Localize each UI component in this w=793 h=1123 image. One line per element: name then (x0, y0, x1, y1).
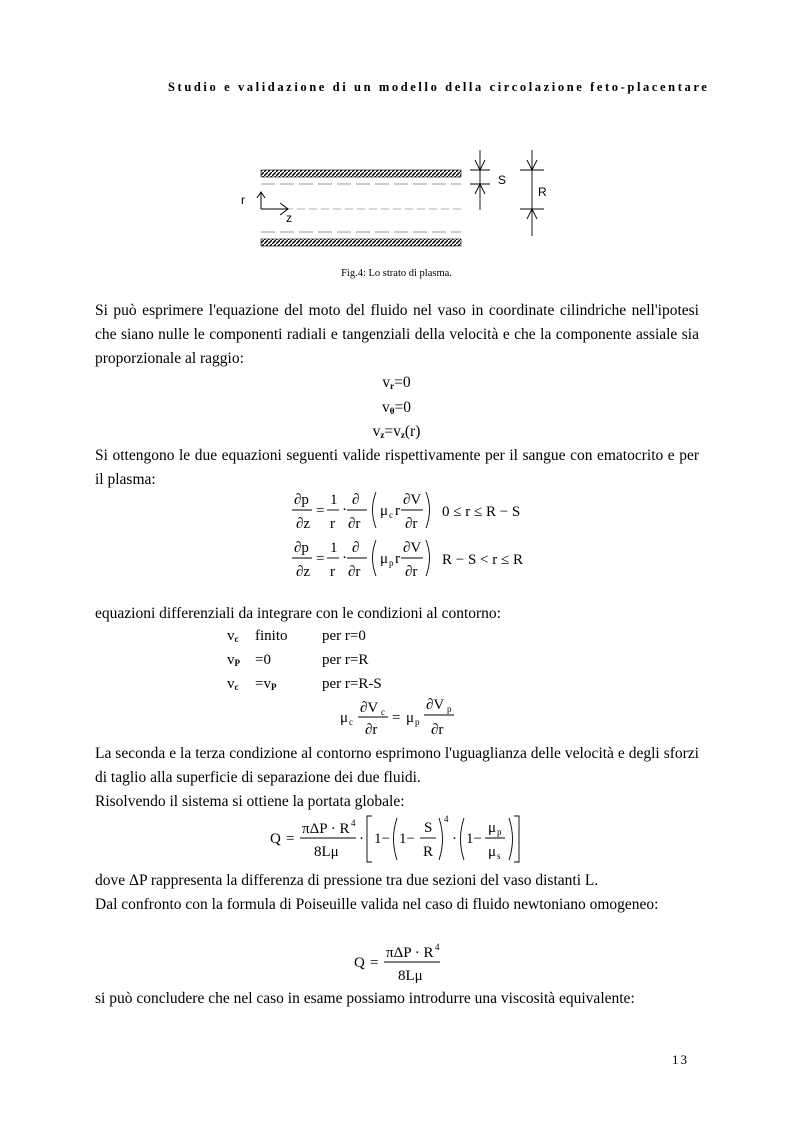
svg-text:πΔP · R: πΔP · R (386, 945, 434, 961)
svg-text:c: c (349, 717, 353, 727)
paragraph-8: si può concludere che nel caso in esame possiamo introdurre una viscosità equivalente: (95, 990, 635, 1007)
svg-text:∂r: ∂r (405, 516, 418, 532)
svg-text:S: S (424, 820, 433, 836)
svg-text:∂V: ∂V (403, 540, 422, 556)
svg-text:∂r: ∂r (431, 722, 444, 738)
eq1-range: 0 ≤ r ≤ R − S (442, 504, 521, 520)
svg-text:r: r (330, 516, 335, 532)
svg-text:μ: μ (488, 820, 497, 836)
svg-text:1: 1 (330, 540, 338, 556)
svg-text:s: s (497, 851, 501, 861)
svg-text:4: 4 (351, 818, 356, 828)
svg-text:∂z: ∂z (296, 564, 311, 580)
bc3-cond: $=v_P$ (255, 676, 277, 692)
svg-text:∂r: ∂r (348, 516, 361, 532)
svg-text:1−: 1− (399, 831, 415, 847)
page-number: 13 (672, 1052, 689, 1067)
svg-text:r: r (395, 503, 400, 519)
svg-text:p: p (497, 827, 502, 837)
eq-vr: $v_r=0$ (382, 374, 411, 391)
svg-text:=: = (370, 955, 379, 971)
svg-text:·: · (359, 831, 364, 847)
flow-rate-equation (270, 812, 530, 868)
label-R: R (538, 185, 547, 199)
svg-text:∂p: ∂p (294, 492, 309, 508)
svg-text:∂V: ∂V (403, 492, 422, 508)
svg-text:·: · (342, 550, 347, 566)
paragraph-4: La seconda e la terza condizione al contorno esprimono l'uguaglianza delle velocità e degli sforzi di taglio alla superficie di separazione dei due fluidi. (95, 745, 699, 786)
paragraph-3: equazioni differenziali da integrare con le condizioni al contorno: (95, 605, 501, 622)
figure-caption: Fig.4: Lo strato di plasma. (341, 268, 452, 279)
svg-text:Q: Q (354, 955, 365, 971)
svg-text:πΔP · R: πΔP · R (302, 821, 350, 837)
svg-text:=: = (392, 710, 401, 726)
svg-text:R: R (423, 844, 434, 860)
eq-vz: $v_z=v_z(r)$ (372, 423, 421, 440)
bc1-cond: finito (255, 628, 288, 644)
svg-text:∂: ∂ (352, 540, 360, 556)
paragraph-6: dove ΔP rappresenta la differenza di pressione tra due sezioni del vaso distanti L. (95, 872, 599, 889)
svg-text:r: r (330, 564, 335, 580)
svg-text:c: c (381, 707, 385, 717)
svg-text:·: · (342, 502, 347, 518)
svg-text:∂r: ∂r (405, 564, 418, 580)
bc2-where: per r=R (322, 652, 369, 668)
svg-text:μ: μ (488, 844, 497, 860)
bc3-where: per r=R-S (322, 676, 382, 692)
svg-text:4: 4 (444, 814, 449, 824)
plasma-layer-figure (236, 148, 556, 248)
svg-text:p: p (389, 558, 394, 568)
lower-vessel-wall (261, 239, 461, 246)
svg-text:∂p: ∂p (294, 540, 309, 556)
svg-text:p: p (415, 717, 420, 727)
eq2-range: R − S < r ≤ R (442, 552, 523, 568)
svg-text:r: r (395, 551, 400, 567)
running-header: Studio e validazione di un modello della circolazione feto-placentare (168, 80, 710, 94)
label-z: z (286, 211, 292, 225)
svg-text:=: = (316, 503, 325, 519)
svg-text:·: · (452, 831, 457, 847)
svg-text:4: 4 (435, 942, 440, 952)
svg-text:8Lμ: 8Lμ (398, 968, 423, 984)
svg-text:μ: μ (406, 710, 415, 726)
label-r: r (241, 193, 245, 207)
bc3-var: $v_c$ (227, 676, 239, 692)
svg-text:1−: 1− (374, 831, 390, 847)
eq-vtheta: $v_\theta=0$ (382, 399, 411, 416)
bc1-var: $v_c$ (227, 628, 239, 644)
momentum-equations (288, 486, 538, 582)
bc2-cond: =0 (255, 652, 271, 668)
shear-equality-equation (338, 696, 468, 738)
bc2-var: $v_P$ (227, 652, 240, 668)
paragraph-7: Dal confronto con la formula di Poiseuille valida nel caso di fluido newtoniano omogeneo: (95, 896, 659, 913)
paragraph-1: Si può esprimere l'equazione del moto del fluido nel vaso in coordinate cilindriche nell'ipotesi che siano nulle le componenti radiali e tangenziali della velocità e che la componente assiale sia proporzionale al raggio: (95, 302, 699, 367)
svg-text:μ: μ (340, 710, 349, 726)
svg-text:=: = (286, 831, 295, 847)
svg-text:∂V: ∂V (426, 697, 445, 713)
svg-text:p: p (447, 704, 452, 714)
paragraph-5: Risolvendo il sistema si ottiene la portata globale: (95, 793, 405, 810)
upper-vessel-wall (261, 170, 461, 177)
label-S: S (498, 173, 507, 187)
svg-text:=: = (316, 551, 325, 567)
svg-text:μ: μ (380, 503, 389, 519)
bc1-where: per r=0 (322, 628, 366, 644)
svg-text:∂z: ∂z (296, 516, 311, 532)
svg-text:1: 1 (330, 492, 338, 508)
svg-text:∂V: ∂V (360, 700, 379, 716)
svg-text:μ: μ (380, 551, 389, 567)
svg-text:Q: Q (270, 831, 281, 847)
svg-text:1−: 1− (466, 831, 482, 847)
svg-text:∂r: ∂r (348, 564, 361, 580)
paragraph-2: Si ottengono le due equazioni seguenti valide rispettivamente per il sangue con ematocrito e per il plasma: (95, 447, 699, 488)
svg-text:c: c (389, 510, 393, 520)
poiseuille-equation (354, 938, 454, 988)
svg-text:∂: ∂ (352, 492, 360, 508)
svg-text:8Lμ: 8Lμ (314, 844, 339, 860)
svg-text:∂r: ∂r (365, 722, 378, 738)
